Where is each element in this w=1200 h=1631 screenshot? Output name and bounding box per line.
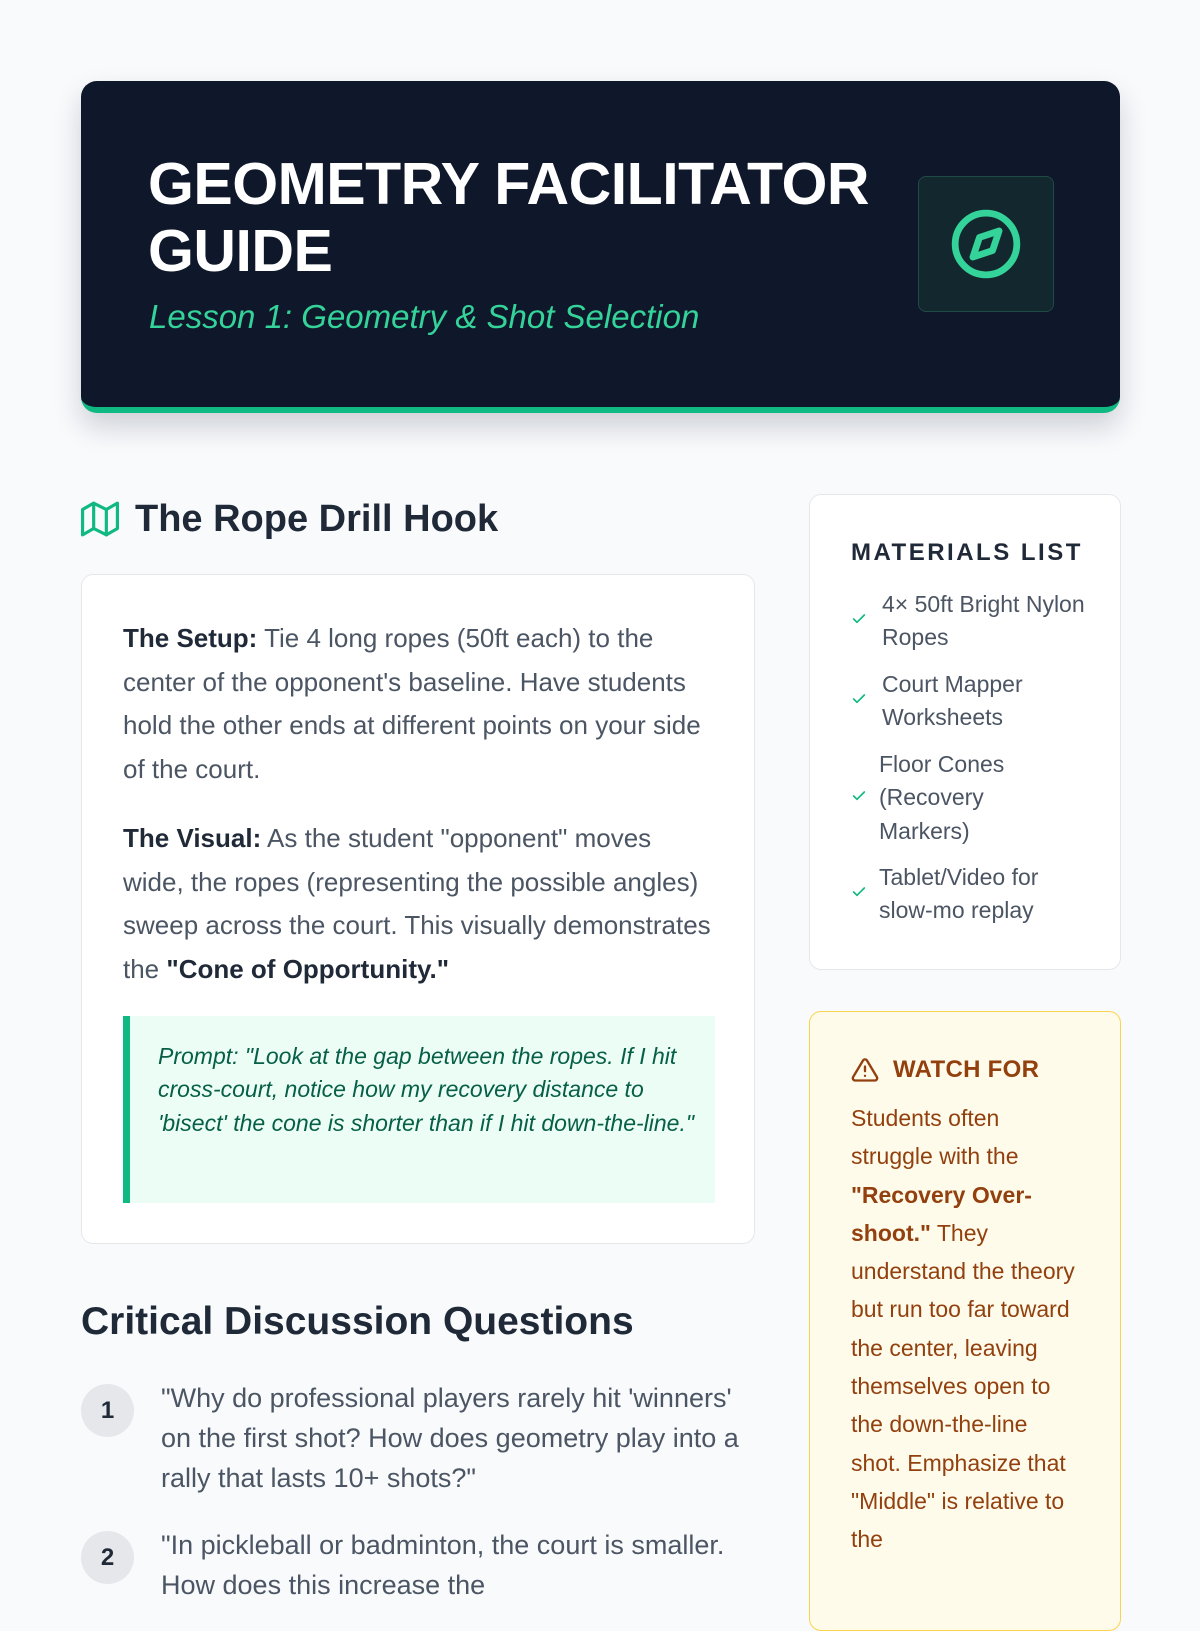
materials-title: MATERIALS LIST — [851, 539, 1083, 566]
watch-for-title: WATCH FOR — [893, 1056, 1040, 1083]
materials-item-label: Tablet/Video for slow-mo replay — [879, 864, 1039, 924]
question-text: "In pickleball or badminton, the court is smaller. How does this increase the — [161, 1530, 725, 1600]
page-title: GEOMETRY FACILITATOR GUIDE — [148, 151, 869, 284]
setup-paragraph — [123, 617, 713, 791]
watch-for-text — [851, 1099, 1081, 1559]
materials-item-label: 4× 50ft Bright Nylon Ropes — [882, 591, 1085, 651]
materials-card — [809, 494, 1121, 970]
materials-item-label: Court Mapper Worksheets — [882, 671, 1023, 731]
check-icon — [851, 788, 867, 804]
setup-label: The Setup: — [123, 623, 258, 653]
prompt-text: Prompt: "Look at the gap between the ropes. If I hit cross-court, notice how my recovery distance to 'bisect' the cone is shorter than if I hit down-the-line." — [158, 1043, 694, 1136]
watch-for-heading-row — [851, 1052, 1039, 1088]
check-icon — [851, 611, 867, 627]
watch-emphasis: "Recovery Over-shoot." — [851, 1181, 1032, 1246]
question-number: 2 — [81, 1531, 134, 1584]
visual-emphasis: "Cone of Opportunity." — [166, 953, 450, 984]
check-icon — [851, 884, 867, 900]
warning-icon — [851, 1056, 879, 1084]
watch-for-card — [809, 1011, 1121, 1631]
compass-badge — [918, 176, 1054, 312]
hook-heading: The Rope Drill Hook — [135, 497, 499, 540]
visual-paragraph — [123, 817, 713, 991]
header-banner — [81, 81, 1120, 413]
compass-icon — [949, 207, 1023, 281]
lesson-subtitle: Lesson 1: Geometry & Shot Selection — [149, 298, 700, 335]
check-icon — [851, 691, 867, 707]
rope-drill-card — [81, 574, 755, 1244]
discussion-heading: Critical Discussion Questions — [81, 1300, 634, 1343]
question-number: 1 — [81, 1384, 134, 1437]
materials-item-label: Floor Cones (Recovery Markers) — [879, 751, 1005, 844]
setup-text: Tie 4 long ropes (50ft each) to the center of the opponent's baseline. Have students hold the other ends at different points on your side of the court. — [123, 623, 701, 784]
watch-text-after: They understand the theory but run too far toward the center, leaving themselves open to the down-the-line shot. Emphasize that "Middle" is relative to the — [851, 1219, 1075, 1553]
map-icon — [81, 500, 119, 538]
visual-label: The Visual: — [123, 823, 262, 853]
watch-text-before: Students often struggle with the — [851, 1105, 1019, 1170]
prompt-callout — [123, 1016, 715, 1203]
question-text: "Why do professional players rarely hit 'winners' on the first shot? How does geometry play into a rally that lasts 10+ shots?" — [161, 1383, 739, 1493]
hook-heading-row — [81, 495, 498, 543]
visual-text: As the student "opponent" moves wide, the ropes (representing the possible angles) sweep across the court. This visually demonstrates the — [123, 823, 711, 984]
